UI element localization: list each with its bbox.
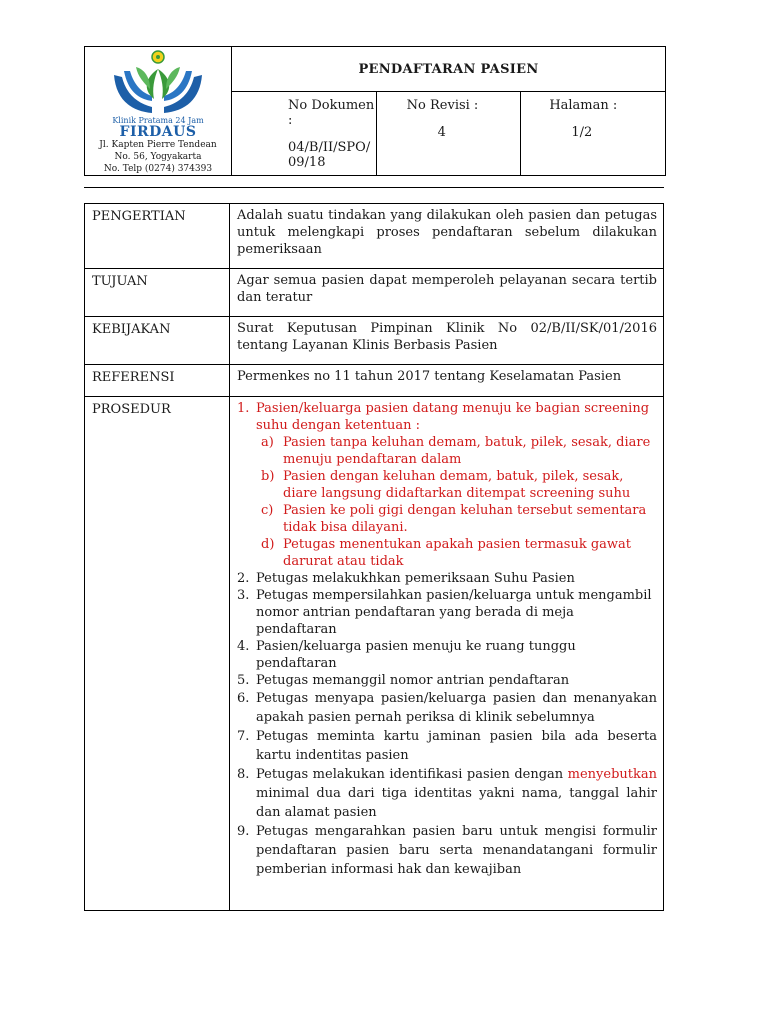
doc-number-value: 04/B/II/SPO/ 09/18: [288, 140, 371, 170]
procedure-step-9: [237, 822, 657, 879]
kebijakan-label: KEBIJAKAN: [85, 317, 230, 365]
step-number: 4.: [237, 639, 250, 654]
procedure-step-4: [237, 638, 657, 672]
sub-step-text: Petugas menentukan apakah pasien termasuk gawat darurat atau tidak: [283, 537, 632, 569]
step-number: 8.: [237, 767, 250, 782]
sub-step-number: d): [261, 537, 275, 552]
step-number: 9.: [237, 824, 250, 839]
clinic-logo-block: [85, 47, 232, 176]
procedure-step-5: [237, 672, 657, 689]
sub-step-b: [237, 468, 657, 502]
step-text: Petugas mengarahkan pasien baru untuk mengisi formulir pendaftaran pasien baru serta menandatangani formulir pemberian informasi hak dan kewajiban: [256, 824, 657, 877]
kebijakan-text: Surat Keputusan Pimpinan Klinik No 02/B/II/SK/01/2016 tentang Layanan Klinis Berbasis Pasien: [230, 317, 664, 365]
doc-number-cell: [232, 92, 377, 176]
step-text: Petugas melakukhkan pemeriksaan Suhu Pasien: [256, 571, 575, 586]
procedure-list: [237, 400, 657, 879]
step-number: 3.: [237, 588, 250, 603]
sop-content-table: [84, 203, 664, 911]
clinic-phone: No. Telp (0274) 374393: [103, 164, 213, 174]
clinic-name: FIRDAUS: [119, 124, 197, 140]
revision-value: 4: [437, 125, 446, 140]
step-number: 5.: [237, 673, 250, 688]
row-tujuan: [85, 269, 664, 317]
revision-cell: [376, 92, 521, 176]
pengertian-label: PENGERTIAN: [85, 204, 230, 269]
sub-step-text: Pasien tanpa keluhan demam, batuk, pilek, sesak, diare menuju pendaftaran dalam: [283, 435, 651, 467]
document-header: [84, 46, 666, 176]
document-title: PENDAFTARAN PASIEN: [232, 47, 666, 92]
step-number: 7.: [237, 729, 250, 744]
procedure-step-3: [237, 587, 657, 638]
step-text: Petugas mempersilahkan pasien/keluarga untuk mengambil nomor antrian pendaftaran yang berada di meja pendaftaran: [256, 588, 652, 637]
step-text-highlight: menyebutkan: [567, 767, 657, 782]
procedure-step-2: [237, 570, 657, 587]
revision-label: No Revisi :: [406, 98, 479, 113]
clinic-logo-icon: [108, 49, 208, 125]
step-text: Petugas memanggil nomor antrian pendaftaran: [256, 673, 570, 688]
sub-step-text: Pasien dengan keluhan demam, batuk, pilek, sesak, diare langsung didaftarkan ditempat screening suhu: [283, 469, 631, 501]
clinic-address-line-2: No. 56, Yogyakarta: [114, 152, 202, 162]
tujuan-text: Agar semua pasien dapat memperoleh pelayanan secara tertib dan teratur: [230, 269, 664, 317]
procedure-step-7: [237, 727, 657, 765]
procedure-sub-list: [237, 434, 657, 570]
page-value: 1/2: [571, 125, 593, 140]
page-label: Halaman :: [549, 98, 618, 113]
sub-step-number: a): [261, 435, 274, 450]
header-divider: [84, 187, 664, 188]
step-text: Petugas meminta kartu jaminan pasien bila ada beserta kartu indentitas pasien: [256, 729, 657, 763]
step-text-pre: Petugas melakukan identifikasi pasien dengan: [256, 767, 568, 782]
pengertian-text: Adalah suatu tindakan yang dilakukan oleh pasien dan petugas untuk melengkapi proses pendaftaran sebelum dilakukan pemeriksaan: [230, 204, 664, 269]
clinic-type-text: Klinik Pratama 24 Jam: [112, 116, 204, 125]
procedure-step-6: [237, 689, 657, 727]
step-text: Pasien/keluarga pasien menuju ke ruang tunggu pendaftaran: [256, 639, 576, 671]
sub-step-c: [237, 502, 657, 536]
step-text-post: minimal dua dari tiga identitas yakni nama, tanggal lahir dan alamat pasien: [256, 786, 657, 820]
procedure-step-8: [237, 765, 657, 822]
sub-step-text: Pasien ke poli gigi dengan keluhan tersebut sementara tidak bisa dilayani.: [283, 503, 647, 535]
tujuan-label: TUJUAN: [85, 269, 230, 317]
prosedur-content: [230, 397, 664, 911]
procedure-step-1: [237, 400, 657, 570]
step-number: 2.: [237, 571, 250, 586]
step-text: Petugas menyapa pasien/keluarga pasien dan menanyakan apakah pasien pernah periksa di klinik sebelumnya: [256, 691, 657, 725]
prosedur-label: PROSEDUR: [85, 397, 230, 911]
referensi-label: REFERENSI: [85, 365, 230, 397]
sub-step-number: c): [261, 503, 274, 518]
page-cell: [521, 92, 666, 176]
doc-number-label: No Dokumen :: [288, 98, 375, 128]
step-number: 6.: [237, 691, 250, 706]
row-prosedur: [85, 397, 664, 911]
row-kebijakan: [85, 317, 664, 365]
step-number: 1.: [237, 401, 250, 416]
row-referensi: [85, 365, 664, 397]
referensi-text: Permenkes no 11 tahun 2017 tentang Keselamatan Pasien: [230, 365, 664, 397]
sub-step-a: [237, 434, 657, 468]
row-pengertian: [85, 204, 664, 269]
clinic-address-line-1: Jl. Kapten Pierre Tendean: [99, 140, 217, 150]
sub-step-number: b): [261, 469, 275, 484]
sub-step-d: [237, 536, 657, 570]
step-text: Pasien/keluarga pasien datang menuju ke bagian screening suhu dengan ketentuan :: [256, 401, 650, 433]
